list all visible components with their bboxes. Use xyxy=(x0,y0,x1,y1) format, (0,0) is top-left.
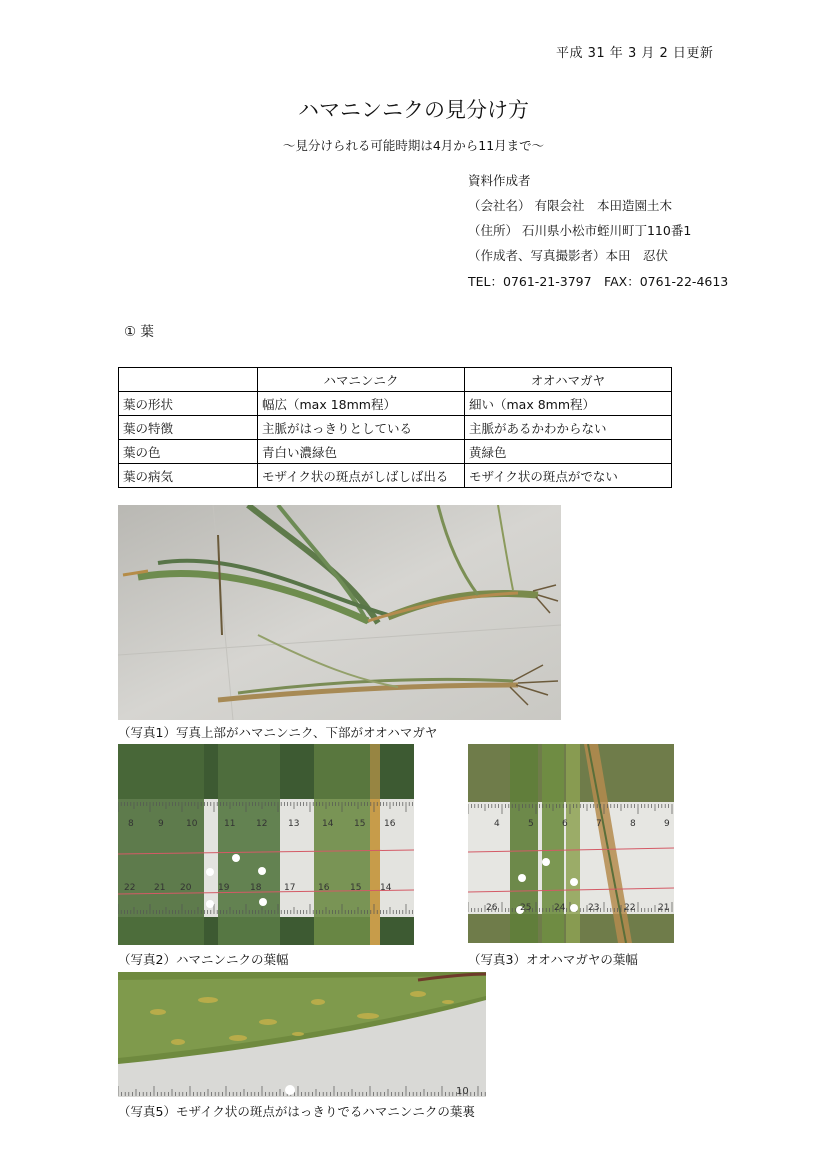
ruler-label: 12 xyxy=(256,819,268,829)
photo-1-whole-plants xyxy=(118,505,561,720)
ruler-label: 21 xyxy=(154,883,166,893)
ruler-label: 6 xyxy=(562,819,568,829)
ruler-label: 25 xyxy=(520,903,532,913)
ruler-label: 20 xyxy=(180,883,192,893)
table-cell: 葉の形状 xyxy=(119,392,258,416)
photo-5-caption: （写真5）モザイク状の斑点がはっきりでるハマニンニクの葉裏 xyxy=(118,1104,475,1119)
ruler-label: 14 xyxy=(322,819,334,829)
ruler-label: 14 xyxy=(380,883,392,893)
ruler-label: 4 xyxy=(494,819,500,829)
ruler-label: 22 xyxy=(124,883,136,893)
section-title: ① 葉 xyxy=(124,324,154,340)
ruler-label: 10 xyxy=(456,1086,469,1097)
photo-2-hamaninniku-width xyxy=(118,744,414,945)
table-cell: 黄緑色 xyxy=(465,440,672,464)
table-cell: 主脈がはっきりとしている xyxy=(258,416,465,440)
table-cell: 青白い濃緑色 xyxy=(258,440,465,464)
author-heading: 資料作成者 xyxy=(468,173,531,188)
table-cell: 葉の病気 xyxy=(119,464,258,488)
table-row xyxy=(119,464,672,488)
photo-1-caption: （写真1）写真上部がハマニンニク、下部がオオハマガヤ xyxy=(118,725,438,740)
ruler-label: 15 xyxy=(350,883,362,893)
author-creator: （作成者、写真撮影者）本田 忍伏 xyxy=(468,248,669,263)
ruler-label: 8 xyxy=(630,819,636,829)
comparison-table xyxy=(118,367,672,488)
table-row xyxy=(119,440,672,464)
ruler-label: 15 xyxy=(354,819,366,829)
ruler-label: 5 xyxy=(528,819,534,829)
ruler-label: 19 xyxy=(218,883,230,893)
ruler-label: 26 xyxy=(486,903,498,913)
photo-5-leaf-underside xyxy=(118,972,486,1097)
ruler-label: 8 xyxy=(128,819,134,829)
table-row xyxy=(119,392,672,416)
ruler-label: 16 xyxy=(384,819,396,829)
updated-date: 平成 31 年 3 月 2 日更新 xyxy=(556,46,714,61)
ruler-label: 9 xyxy=(158,819,164,829)
ruler-label: 10 xyxy=(186,819,198,829)
ruler-label: 13 xyxy=(288,819,300,829)
author-contact: TEL：0761-21-3797 FAX：0761-22-4613 xyxy=(468,274,729,289)
table-cell: モザイク状の斑点がしばしば出る xyxy=(258,464,465,488)
table-cell: 細い（max 8mm程） xyxy=(465,392,672,416)
table-cell: 幅広（max 18mm程） xyxy=(258,392,465,416)
table-row xyxy=(119,416,672,440)
ruler-label: 24 xyxy=(554,903,566,913)
author-address: （住所） 石川県小松市蛭川町丁110番1 xyxy=(468,223,692,238)
ruler-label: 21 xyxy=(658,903,670,913)
author-company: （会社名） 有限会社 本田造園土木 xyxy=(468,198,672,213)
page-title: ハマニンニクの見分け方 xyxy=(298,98,529,122)
table-cell: モザイク状の斑点がでない xyxy=(465,464,672,488)
ruler-label: 18 xyxy=(250,883,262,893)
photo-2-caption: （写真2）ハマニンニクの葉幅 xyxy=(118,952,289,967)
page-subtitle: ～見分けられる可能時期は4月から11月まで～ xyxy=(282,138,545,153)
ruler-label: 7 xyxy=(596,819,602,829)
table-header-row xyxy=(119,368,672,392)
table-cell: 主脈があるかわからない xyxy=(465,416,672,440)
ruler-label: 17 xyxy=(284,883,296,893)
ruler-label: 9 xyxy=(664,819,670,829)
table-cell: 葉の色 xyxy=(119,440,258,464)
photo-3-caption: （写真3）オオハマガヤの葉幅 xyxy=(468,952,638,967)
ruler-label: 11 xyxy=(224,819,236,829)
ruler-label: 23 xyxy=(588,903,600,913)
photo-3-oohamagaya-width xyxy=(468,744,674,943)
ruler-label: 16 xyxy=(318,883,330,893)
table-header-cell xyxy=(119,368,258,392)
ruler-label: 22 xyxy=(624,903,636,913)
table-header-cell: オオハマガヤ xyxy=(465,368,672,392)
table-cell: 葉の特徴 xyxy=(119,416,258,440)
table-header-cell: ハマニンニク xyxy=(258,368,465,392)
